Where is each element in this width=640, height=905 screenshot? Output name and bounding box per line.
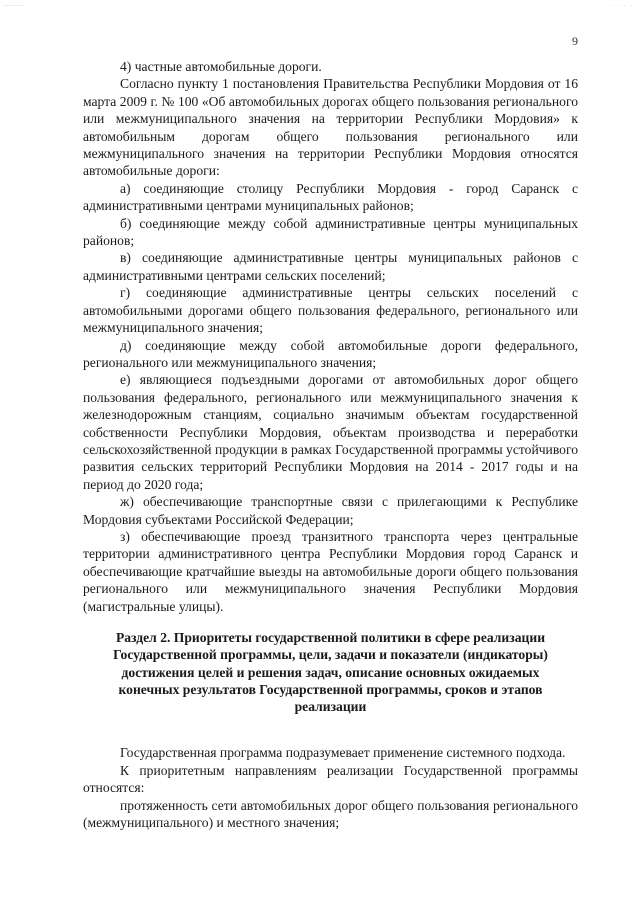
list-item-a: а) соединяющие столицу Республики Мордовия - город Саранск с административными центрами муниципальных районов; <box>83 180 578 214</box>
document-body <box>83 58 578 832</box>
paragraph: К приоритетным направлениям реализации Государственной программы относятся: <box>83 762 578 796</box>
list-item-z: з) обеспечивающие проезд транзитного транспорта через центральные территории административного центра Республики Мордовия город Саранск и обеспечивающие кратчайшие выезды на автомобильные дороги общего пользования регионального или межмуниципального значения Республики Мордовия (магистральные улицы). <box>83 528 578 614</box>
list-item-v: в) соединяющие административные центры муниципальных районов с административными центрами сельских поселений; <box>83 250 578 283</box>
list-item-d: д) соединяющие между собой автомобильные дороги федерального, регионального или межмуниципального значения; <box>83 337 578 370</box>
scan-artifact-left: ........ <box>4 2 24 8</box>
list-item-g: г) соединяющие административные центры сельских поселений с автомобильными дорогами общего пользования федерального, регионального или межмуниципального значения; <box>83 285 578 336</box>
paragraph: 4) частные автомобильные дороги. <box>120 59 322 74</box>
paragraph: Согласно пункту 1 постановления Правительства Республики Мордовия от 16 марта 2009 г. № 100 «Об автомобильных дорогах общего пользования регионального или межмуниципального значения на территории Республики Мордовия» к автомобильным дорогам общего пользования регионального или межмуниципального значения на территории Республики Мордовия относятся автомобильные дороги: <box>83 76 578 179</box>
list-item-zh: ж) обеспечивающие транспортные связи с прилегающими к Республике Мордовия субъектами Российской Федерации; <box>83 494 578 527</box>
page-number: 9 <box>572 34 578 48</box>
scan-artifact-right: . . . . <box>609 2 634 8</box>
list-item-e: е) являющиеся подъездными дорогами от автомобильных дорог общего пользования федерального, регионального или межмуниципального значения к железнодорожным станциям, социально значимым объектам государственной собственности Республики Мордовия, объектам производства и переработки сельскохозяйственной продукции в рамках Государственной программы устойчивого развития сельских территорий Республики Мордовия на 2014 - 2017 годы и на период до 2020 года; <box>83 372 578 492</box>
paragraph: протяженность сети автомобильных дорог общего пользования регионального (межмуниципального) и местного значения; <box>83 797 578 831</box>
list-item-b: б) соединяющие между собой административные центры муниципальных районов; <box>83 215 578 249</box>
paragraph: Государственная программа подразумевает применение системного подхода. <box>120 745 566 761</box>
section-heading: Раздел 2. Приоритеты государственной политики в сфере реализации Государственной программы, цели, задачи и показатели (индикаторы) достижения целей и решения задач, описание основных ожидаемых конечных результатов Государственной программы, сроков и этапов реализации <box>113 630 548 715</box>
